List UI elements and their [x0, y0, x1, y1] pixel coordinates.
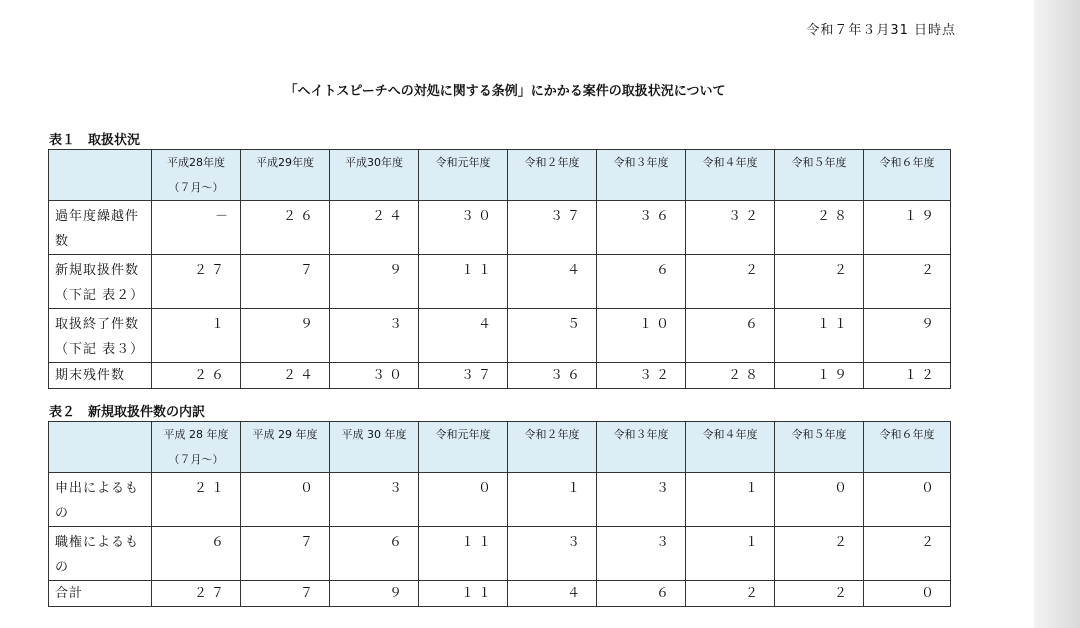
table-cell: ０	[241, 473, 330, 527]
table2-new-cases-breakdown	[48, 421, 951, 607]
row-label: 職権によるもの	[49, 527, 152, 581]
table-row	[49, 527, 951, 581]
table-cell: ２６	[152, 363, 241, 389]
row-label: 新規取扱件数（下記 表２）	[49, 255, 152, 309]
table-cell: ２７	[152, 255, 241, 309]
table-row	[49, 581, 951, 607]
table1-handling-status	[48, 149, 951, 389]
table-cell: ６	[597, 581, 686, 607]
table-cell: ３６	[508, 363, 597, 389]
table-cell: ０	[864, 473, 951, 527]
table-cell: ３	[597, 473, 686, 527]
table1-corner-cell	[49, 150, 152, 201]
table-cell: －	[152, 201, 241, 255]
table-cell: ３	[330, 473, 419, 527]
table2-col-r6: 令和６年度	[864, 422, 951, 473]
table-cell: １	[508, 473, 597, 527]
table2-col-r2: 令和２年度	[508, 422, 597, 473]
table1-col-r3: 令和３年度	[597, 150, 686, 201]
table-cell: ６	[686, 309, 775, 363]
table-cell: １	[152, 309, 241, 363]
table-cell: ９	[241, 309, 330, 363]
table-row	[49, 255, 951, 309]
table-row	[49, 363, 951, 389]
table1-col-h30: 平成30年度	[330, 150, 419, 201]
table-cell: ３２	[597, 363, 686, 389]
table-cell: ２	[864, 527, 951, 581]
table2-col-r1: 令和元年度	[419, 422, 508, 473]
row-label: 取扱終了件数（下記 表３）	[49, 309, 152, 363]
table1-col-h28: 平成28年度 （７月～）	[152, 150, 241, 201]
table-cell: ３７	[419, 363, 508, 389]
table1-col-r5: 令和５年度	[775, 150, 864, 201]
table1-col-h29: 平成29年度	[241, 150, 330, 201]
table2-col-h30: 平成 30 年度	[330, 422, 419, 473]
table-cell: ３０	[419, 201, 508, 255]
table-cell: ２７	[152, 581, 241, 607]
table-cell: ０	[775, 473, 864, 527]
table-row	[49, 201, 951, 255]
page-edge-shadow	[1034, 0, 1080, 628]
table-cell: ９	[864, 309, 951, 363]
row-label: 期末残件数	[49, 363, 152, 389]
table-cell: １１	[419, 581, 508, 607]
table-cell: ３７	[508, 201, 597, 255]
table-cell: ５	[508, 309, 597, 363]
table2-header-row	[49, 422, 951, 473]
table2-col-r5: 令和５年度	[775, 422, 864, 473]
table-cell: ４	[508, 255, 597, 309]
table1-col-r6: 令和６年度	[864, 150, 951, 201]
table-cell: ２	[775, 255, 864, 309]
table-cell: ６	[597, 255, 686, 309]
table-cell: ２８	[775, 201, 864, 255]
table-cell: １１	[419, 527, 508, 581]
row-label: 申出によるもの	[49, 473, 152, 527]
table-cell: １０	[597, 309, 686, 363]
table1-header-row	[49, 150, 951, 201]
table-cell: ９	[330, 255, 419, 309]
table-cell: １９	[864, 201, 951, 255]
table-cell: １２	[864, 363, 951, 389]
table-cell: １１	[775, 309, 864, 363]
table-cell: ３	[597, 527, 686, 581]
table-cell: ４	[508, 581, 597, 607]
table-cell: ２	[775, 527, 864, 581]
table-cell: ２	[686, 581, 775, 607]
table2-caption: 表２ 新規取扱件数の内訳	[49, 405, 206, 420]
table-cell: ２	[775, 581, 864, 607]
table-cell: ６	[152, 527, 241, 581]
table-cell: ２６	[241, 201, 330, 255]
table2-col-h29: 平成 29 年度	[241, 422, 330, 473]
table-cell: ２４	[241, 363, 330, 389]
table-cell: １	[686, 473, 775, 527]
table1-col-r4: 令和４年度	[686, 150, 775, 201]
table1-caption: 表１ 取扱状況	[49, 133, 141, 148]
table-cell: ３	[508, 527, 597, 581]
table-cell: ３	[330, 309, 419, 363]
table1-col-r1: 令和元年度	[419, 150, 508, 201]
table-cell: ２４	[330, 201, 419, 255]
row-label: 過年度繰越件数	[49, 201, 152, 255]
table1-col-r2: 令和２年度	[508, 150, 597, 201]
table-cell: ３６	[597, 201, 686, 255]
table-cell: ６	[330, 527, 419, 581]
table-cell: ９	[330, 581, 419, 607]
document-title: 「ヘイトスピーチへの対処に関する条例」にかかる案件の取扱状況について	[284, 84, 726, 99]
table-cell: ２１	[152, 473, 241, 527]
table2-corner-cell	[49, 422, 152, 473]
table-cell: ０	[864, 581, 951, 607]
table2-col-r4: 令和４年度	[686, 422, 775, 473]
table-cell: １９	[775, 363, 864, 389]
table-cell: ０	[419, 473, 508, 527]
table-cell: １１	[419, 255, 508, 309]
table-cell: ７	[241, 527, 330, 581]
table-row	[49, 473, 951, 527]
table-cell: ２８	[686, 363, 775, 389]
table-cell: ２	[864, 255, 951, 309]
table2-col-h28: 平成 28 年度 （７月～）	[152, 422, 241, 473]
table-cell: ４	[419, 309, 508, 363]
table-cell: １	[686, 527, 775, 581]
table-cell: ２	[686, 255, 775, 309]
row-label: 合計	[49, 581, 152, 607]
table2-col-r3: 令和３年度	[597, 422, 686, 473]
table-cell: ７	[241, 581, 330, 607]
table-cell: ３２	[686, 201, 775, 255]
table-row	[49, 309, 951, 363]
table-cell: ７	[241, 255, 330, 309]
date-note: 令和７年３月31 日時点	[806, 23, 956, 38]
table-cell: ３０	[330, 363, 419, 389]
